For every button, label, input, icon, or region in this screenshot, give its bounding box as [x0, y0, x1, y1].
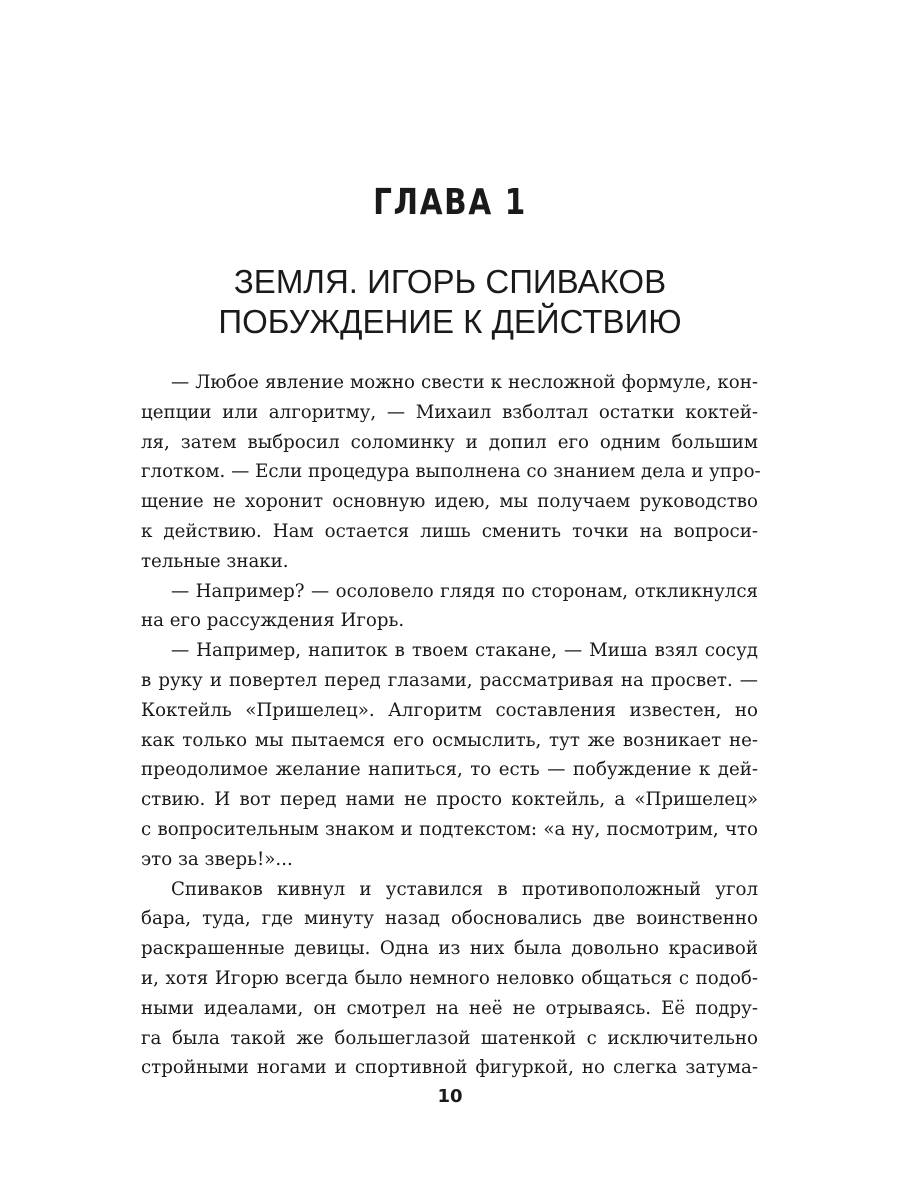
body-text [141, 368, 761, 1083]
text-line: к действию. Нам остается лишь сменить точки на вопроси- [141, 520, 758, 542]
text-line: щение не хоронит основную идею, мы получаем руководство [141, 491, 758, 513]
text-line: ствию. И вот перед нами не просто коктейль, а «Пришелец» [141, 789, 758, 811]
text-line: преодолимое желание напиться, то есть — побуждение к дей- [141, 759, 758, 781]
text-line: как только мы пытаемся его осмыслить, тут же возникает не- [141, 729, 758, 751]
text-line: Коктейль «Пришелец». Алгоритм составления известен, но [141, 699, 758, 721]
text-line: тельные знаки. [141, 550, 289, 572]
text-line: га была такой же большеглазой шатенкой с исключительно [141, 1027, 758, 1049]
text-line: — Например, напиток в твоем стакане, — Миша взял сосуд [171, 640, 758, 662]
text-line: раскрашенные девицы. Одна из них была довольно красивой [141, 938, 758, 960]
text-line: цепции или алгоритму, — Михаил взболтал остатки коктей- [141, 401, 758, 423]
paragraph [141, 577, 758, 637]
paragraph [141, 368, 761, 577]
subtitle-line: ЗЕМЛЯ. ИГОРЬ СПИВАКОВ [233, 263, 667, 300]
paragraph [141, 875, 758, 1084]
text-line: глотком. — Если процедура выполнена со знанием дела и упро- [141, 461, 761, 483]
text-line: в руку и повертел перед глазами, рассматривая на просвет. — [141, 669, 758, 691]
chapter-heading: ГЛАВА 1 [373, 182, 527, 223]
text-line: стройными ногами и спортивной фигуркой, но слегка затума- [141, 1057, 758, 1079]
text-line: и, хотя Игорю всегда было немного неловко общаться с подоб- [141, 967, 758, 989]
page-number: 10 [437, 1086, 463, 1107]
subtitle-line: ПОБУЖДЕНИЕ К ДЕЙСТВИЮ [218, 303, 682, 340]
text-line: Спиваков кивнул и уставился в противоположный угол [171, 878, 758, 900]
text-line: ля, затем выбросил соломинку и допил его одним большим [141, 431, 758, 453]
text-line: — Например? — осоловело глядя по сторонам, откликнулся [171, 580, 758, 602]
paragraph [141, 636, 758, 874]
text-line: бара, туда, где минуту назад обосновались две воинственно [141, 908, 758, 930]
text-line: на его рассуждения Игорь. [141, 610, 405, 632]
text-line: это за зверь!»... [141, 848, 293, 870]
text-line: с вопросительным знаком и подтекстом: «а ну, посмотрим, что [141, 818, 758, 840]
chapter-subtitle [0, 262, 900, 342]
text-line: — Любое явление можно свести к несложной формуле, кон- [171, 372, 758, 393]
text-line: ными идеалами, он смотрел на неё не отрываясь. Её подру- [141, 997, 758, 1019]
